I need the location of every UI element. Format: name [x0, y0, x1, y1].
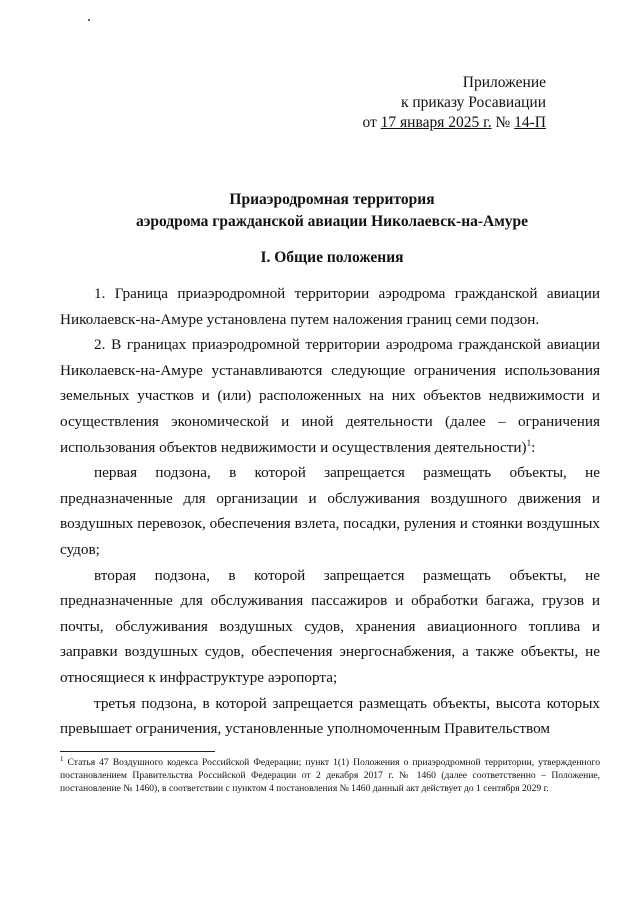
appendix-header: [360, 73, 546, 133]
scan-speck: [88, 19, 90, 21]
footnote-text: Статья 47 Воздушного кодекса Российской Федерации; пункт 1(1) Положения о приаэродромной территории, утвержденного постановлением Правительства Российской Федерации от 2 декабря 2017 г. № 1460 (далее соответственно – Положение, постановление № 1460), в соответствии с пунктом 4 постановления № 1460 данный акт действует до 1 сентября 2029 г.: [60, 757, 600, 794]
footnote-mark: 1: [60, 754, 64, 763]
appendix-line-3: [360, 113, 546, 133]
order-number: 14-П: [514, 114, 546, 131]
document-body: [60, 281, 600, 742]
footnote: [60, 754, 600, 795]
section-heading: I. Общие положения: [260, 249, 404, 266]
appendix-number-sign: №: [491, 114, 515, 131]
title-line-2: аэродрома гражданской авиации Николаевск-на-Амуре: [135, 213, 529, 230]
footnote-divider: [60, 751, 215, 752]
title-line-1: Приаэродромная территория: [229, 191, 435, 208]
paragraph-1: 1. Граница приаэродромной территории аэродрома гражданской авиации Николаевск-на-Амуре установлена путем наложения границ семи подзон.: [60, 285, 600, 328]
appendix-prefix: от: [362, 114, 381, 131]
paragraph-2-text: 2. В границах приаэродромной территории аэродрома гражданской авиации Николаевск-на-Амуре устанавливаются следующие ограничения использования земельных участков и (или) расположенных на них объектов недвижимости и осуществления экономической и иной деятельности (далее – ограничения использования объектов недвижимости и осуществления деятельности): [60, 336, 600, 456]
order-date: 17 января 2025 г.: [380, 114, 492, 131]
appendix-line-2: к приказу Росавиации: [400, 94, 546, 111]
paragraph-2-tail: :: [531, 438, 536, 456]
paragraph-2: [60, 332, 600, 460]
appendix-line-1: Приложение: [462, 74, 546, 91]
paragraph-first-subzone: первая подзона, в которой запрещается размещать объекты, не предназначенные для организации и обслуживания воздушного движения и воздушных перевозок, обеспечения взлета, посадки, руления и стоянки воздушных судов;: [60, 464, 600, 558]
paragraph-third-subzone: третья подзона, в которой запрещается размещать объекты, высота которых превышает ограничения, установленные уполномоченным Правительством: [60, 694, 600, 738]
document-title: [60, 189, 604, 233]
footnote-reference: 1: [526, 437, 532, 448]
paragraph-second-subzone: вторая подзона, в которой запрещается размещать объекты, не предназначенные для обслуживания пассажиров и обработки багажа, грузов и почты, обслуживания воздушных судов, хранения авиационного топлива и заправки воздушных судов, обеспечения энергоснабжения, а также объекты, не относящиеся к инфраструктуре аэропорта;: [60, 566, 600, 686]
